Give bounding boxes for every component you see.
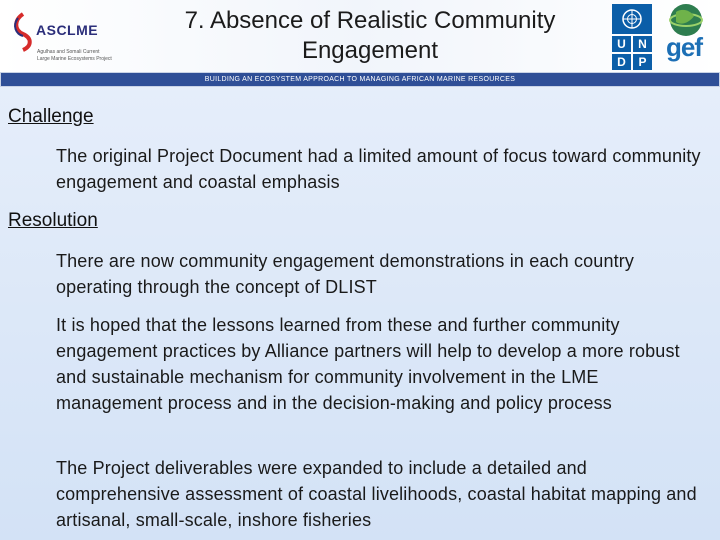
undp-letter-p: P [633,54,652,70]
asclme-name: ASCLME [36,22,99,38]
undp-top-panel [612,4,652,34]
resolution-heading: Resolution [8,210,98,231]
undp-letter-d: D [612,54,631,70]
undp-letter-u: U [612,36,631,52]
undp-logo [612,4,652,68]
undp-letter-n: N [633,36,652,52]
asclme-mark-icon [10,12,36,52]
asclme-logo [10,8,120,64]
page-title: 7. Absence of Realistic Community Engagement [184,7,556,64]
challenge-heading: Challenge [8,106,94,127]
challenge-paragraph: The original Project Document had a limited amount of focus toward community engagement and coastal emphasis [56,146,701,192]
tagline-banner: BUILDING AN ECOSYSTEM APPROACH TO MANAGING AFRICAN MARINE RESOURCES [0,72,720,87]
header [0,0,720,72]
un-emblem-icon [612,4,652,34]
resolution-paragraph-2: It is hoped that the lessons learned from these and further community engagement practices by Alliance partners will help to develop a more robust and sustainable mechanism for community involvement in the LME management process and in the decision-making and policy process [56,315,680,413]
resolution-paragraph-1: There are now community engagement demonstrations in each country operating through the concept of DLIST [56,251,635,297]
gef-logo [656,2,716,68]
asclme-tagline-1: Agulhas and Somali Current [37,49,100,55]
resolution-paragraph-3: The Project deliverables were expanded to include a detailed and comprehensive assessment of coastal livelihoods, coastal habitat mapping and artisanal, small-scale, inshore fisheries [56,458,697,530]
gef-wordmark: gef [666,32,702,62]
asclme-tagline-2: Large Marine Ecosystems Project [37,56,112,62]
